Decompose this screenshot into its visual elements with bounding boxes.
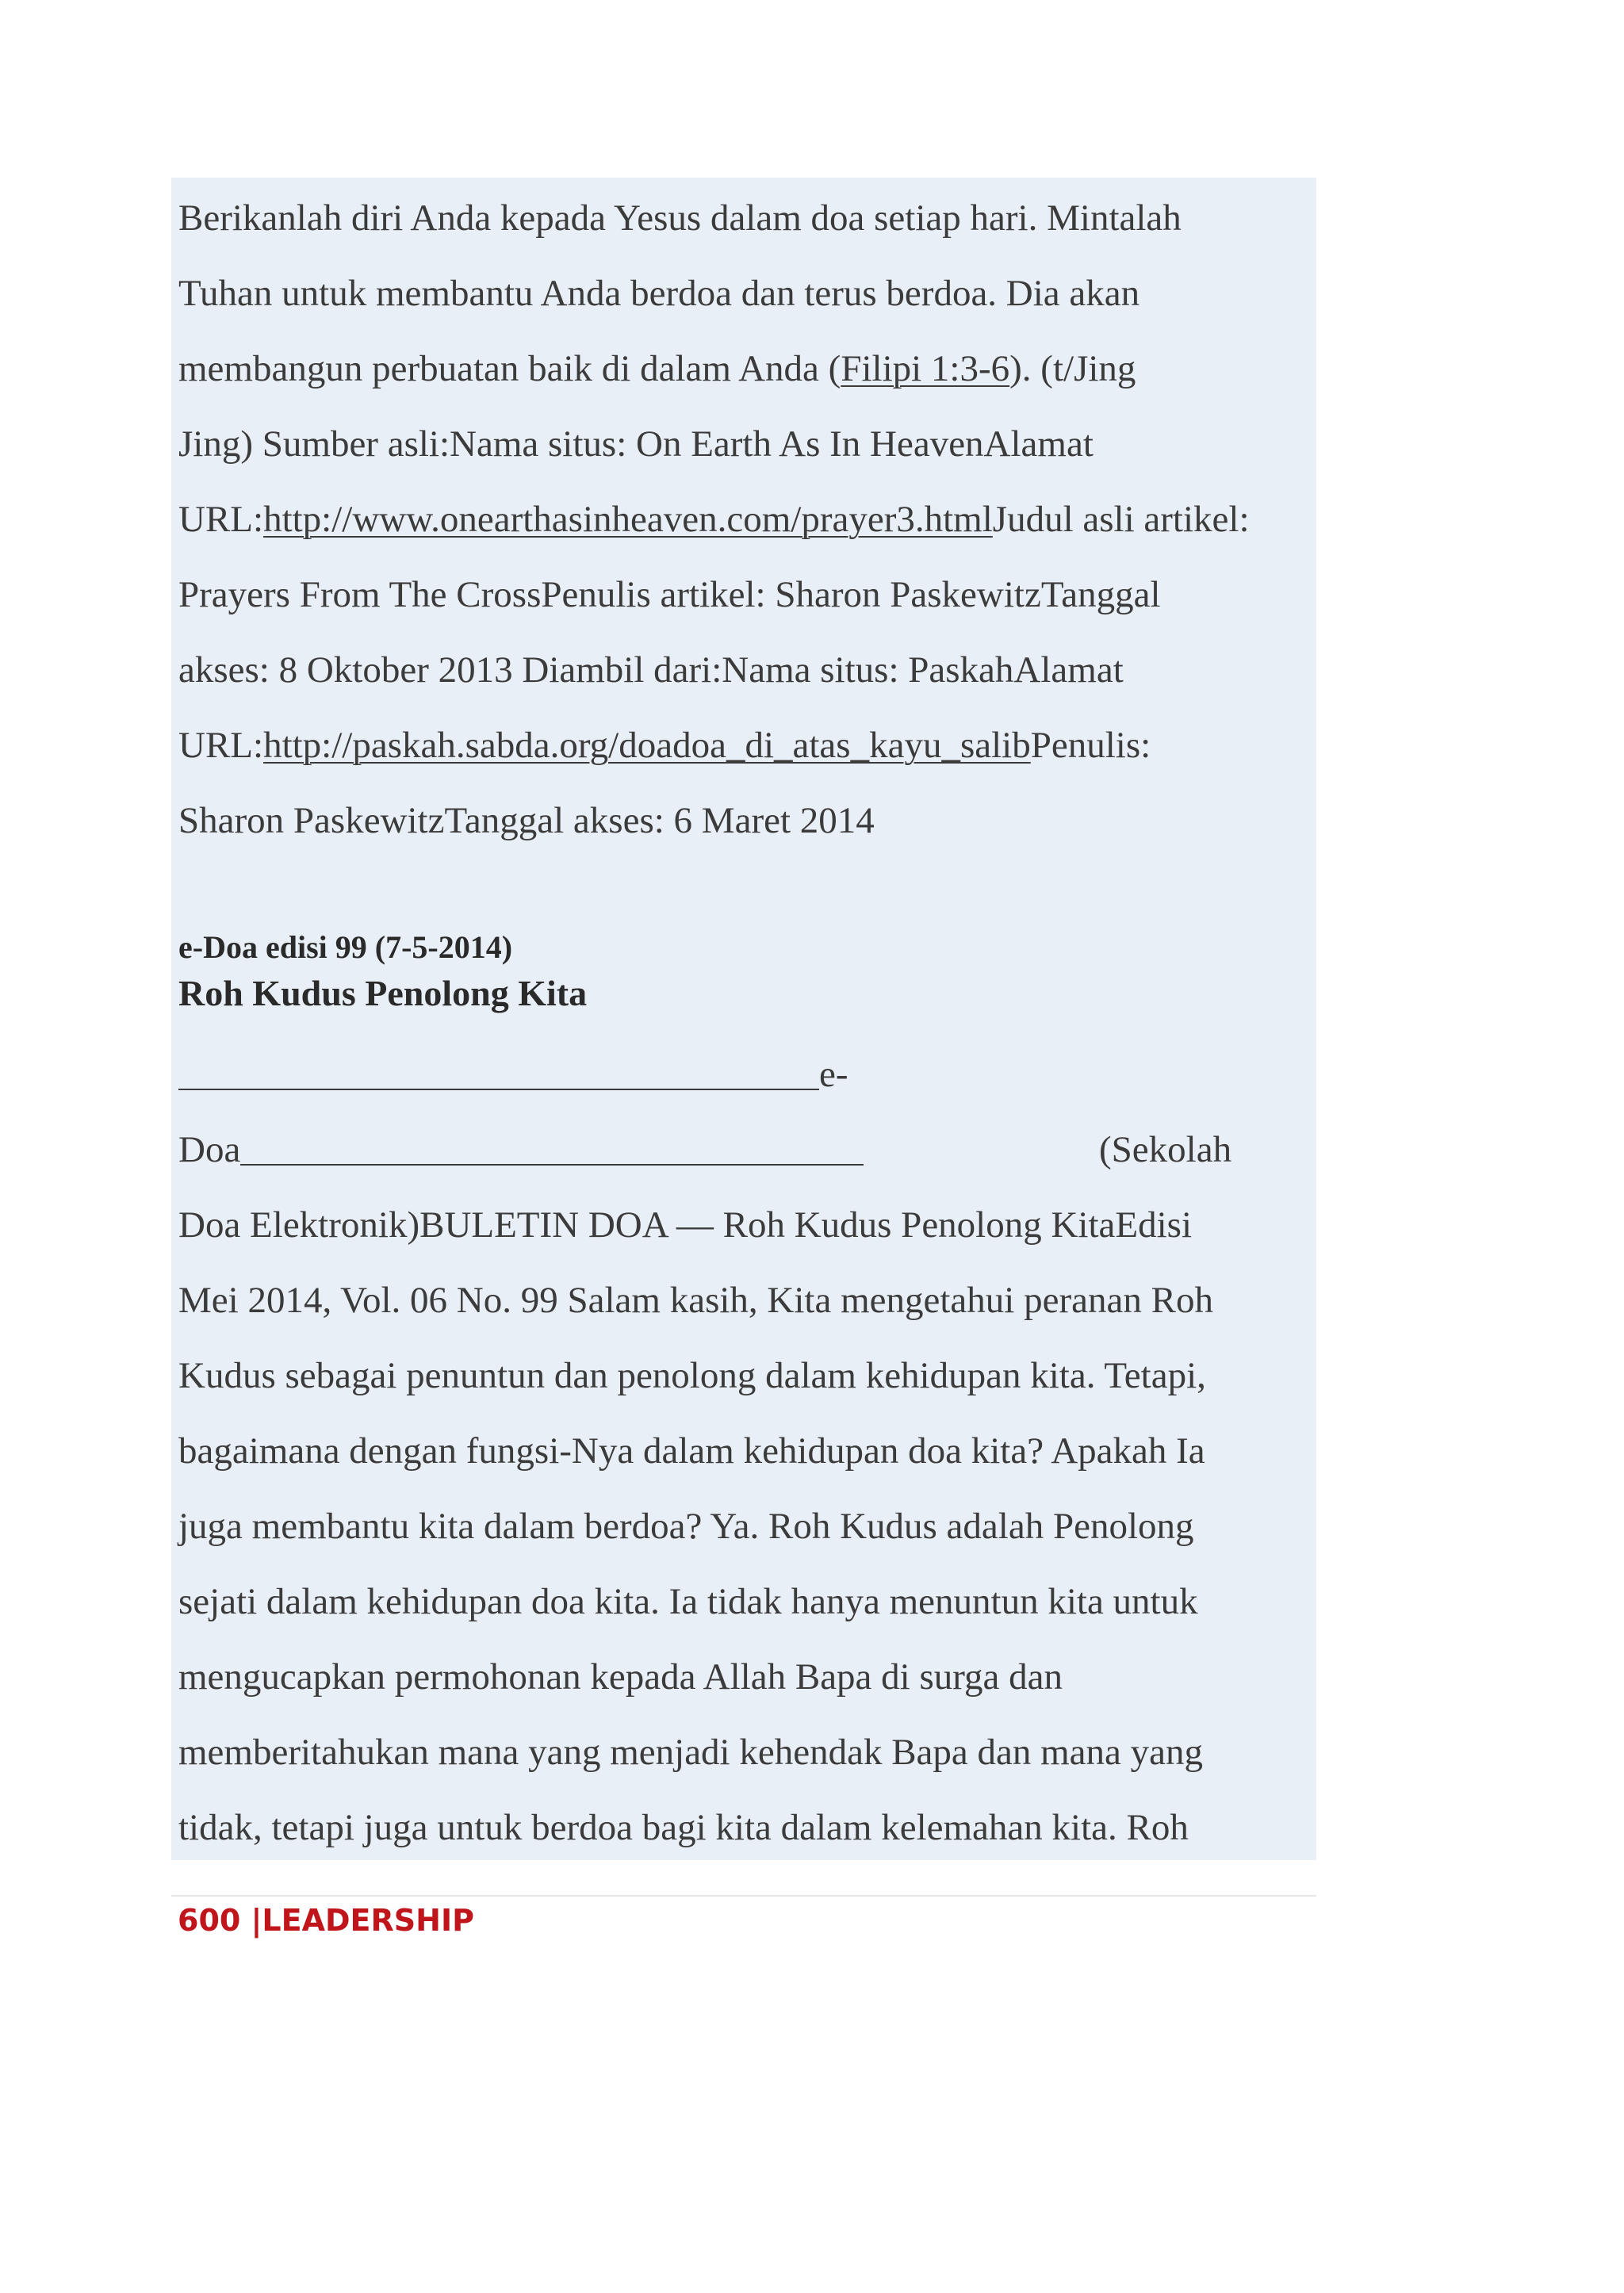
separator-line [178,1126,1320,1173]
paragraph-line: bagaimana dengan fungsi-Nya dalam kehidupan doa kita? Apakah Ia [178,1430,1205,1472]
separator-line [178,1051,848,1098]
paragraph-line: mengucapkan permohonan kepada Allah Bapa di surga dan [178,1656,1063,1698]
paragraph-line [178,345,1136,392]
paragraph-line: Sharon PaskewitzTanggal akses: 6 Maret 2014 [178,800,875,841]
paragraph-line: tidak, tetapi juga untuk berdoa bagi kita dalam kelemahan kita. Roh [178,1807,1189,1848]
text-segment: Doa [178,1129,241,1170]
source-url-link[interactable]: http://www.onearthasinheaven.com/prayer3.html [263,499,993,540]
paragraph-line: sejati dalam kehidupan doa kita. Ia tidak hanya menuntun kita untuk [178,1581,1198,1622]
edition-label: e-Doa edisi 99 (7-5-2014) [178,929,513,965]
paragraph-line: Jing) Sumber asli:Nama situs: On Earth As In HeavenAlamat [178,423,1094,465]
article-title: Roh Kudus Penolong Kita [178,973,588,1013]
paragraph-line: Berikanlah diri Anda kepada Yesus dalam doa setiap hari. Mintalah [178,197,1182,239]
paragraph-line: Doa Elektronik)BULETIN DOA — Roh Kudus Penolong KitaEdisi [178,1204,1193,1246]
paragraph-line: memberitahukan mana yang menjadi kehendak Bapa dan mana yang [178,1732,1204,1773]
paragraph-line: Kudus sebagai penuntun dan penolong dalam kehidupan kita. Tetapi, [178,1355,1206,1396]
page-footer: 600 |LEADERSHIP [178,1903,474,1938]
underscore-rule [240,1126,864,1166]
text-segment: membangun perbuatan baik di dalam Anda ( [178,348,841,389]
text-segment: (Sekolah [1099,1129,1232,1170]
underscore-rule [178,1051,819,1090]
text-segment: Judul asli artikel: [992,499,1250,540]
paragraph-line [178,496,1250,543]
text-segment: URL: [178,725,264,766]
text-segment: URL: [178,499,264,540]
text-segment: Penulis: [1030,725,1151,766]
paragraph-line: Prayers From The CrossPenulis artikel: Sharon PaskewitzTanggal [178,574,1161,615]
paragraph-line [178,722,1151,769]
footer-divider [171,1895,1316,1897]
paragraph-line: akses: 8 Oktober 2013 Diambil dari:Nama situs: PaskahAlamat [178,649,1124,691]
bible-reference-link[interactable]: Filipi 1:3-6 [841,348,1010,389]
text-segment: e- [819,1054,848,1095]
paragraph-line: Mei 2014, Vol. 06 No. 99 Salam kasih, Kita mengetahui peranan Roh [178,1280,1213,1321]
paragraph-line: Tuhan untuk membantu Anda berdoa dan terus berdoa. Dia akan [178,273,1140,314]
text-segment: ). (t/Jing [1009,348,1136,389]
paragraph-line: juga membantu kita dalam berdoa? Ya. Roh Kudus adalah Penolong [178,1506,1194,1547]
source-url-link[interactable]: http://paskah.sabda.org/doadoa_di_atas_kayu_salib [263,725,1031,766]
